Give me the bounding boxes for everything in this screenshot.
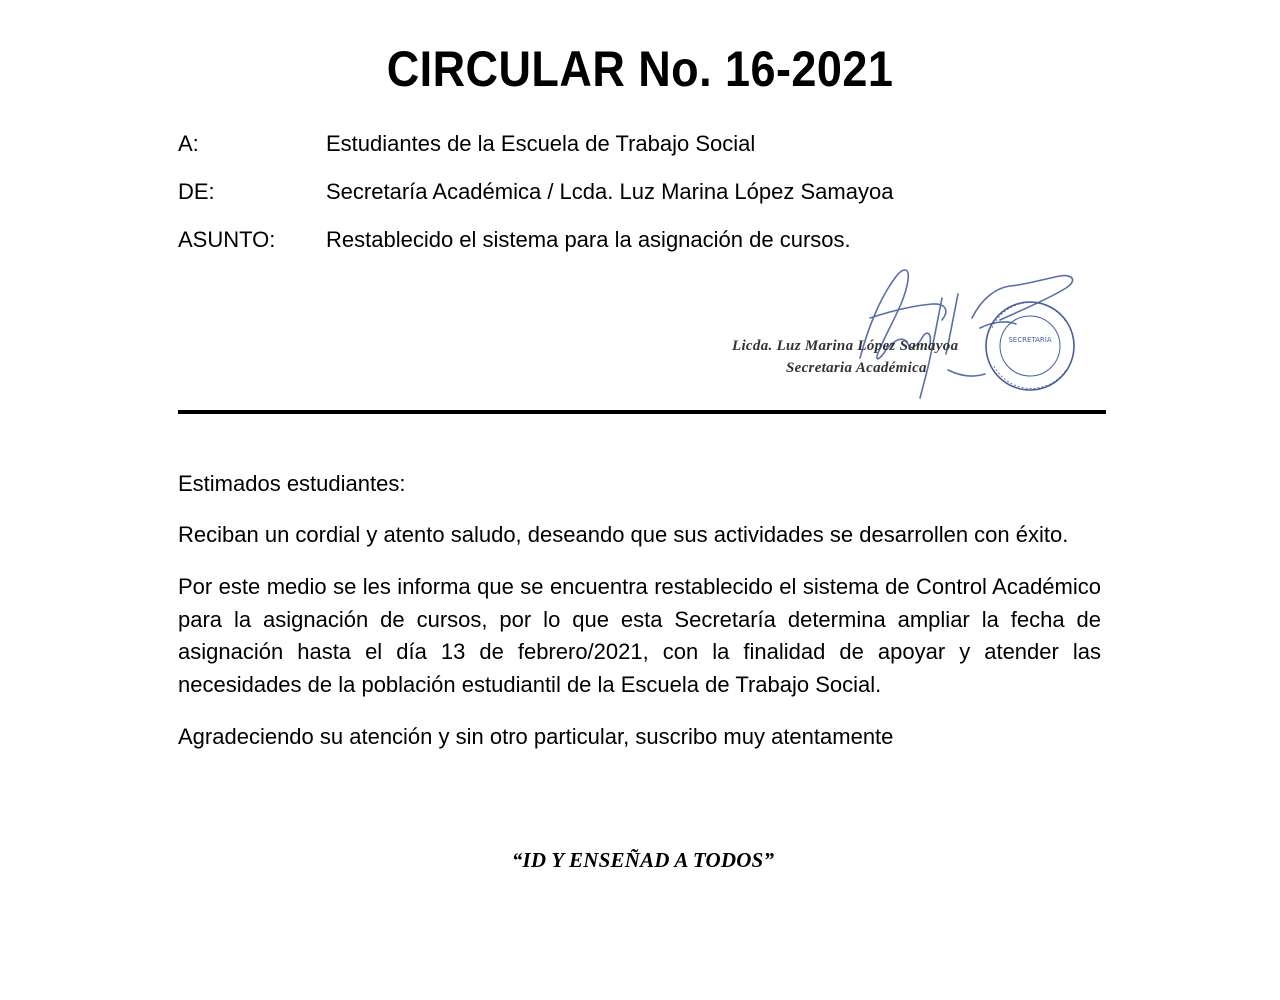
letter-closing: Agradeciendo su atención y sin otro particular, suscribo muy atentamente: [178, 724, 894, 749]
signature-block: [710, 258, 1090, 408]
letter-greeting: Estimados estudiantes:: [178, 471, 406, 496]
letter-paragraph-2: Por este medio se les informa que se encuentra restablecido el sistema de Control Académico para la asignación de cursos, por lo que esta Secretaría determina ampliar la fecha de asignación hasta el día 13 de febrero/2021, con la finalidad de apoyar y atender las necesidades de la población estudiantil de la Escuela de Trabajo Social.: [178, 574, 1101, 697]
memo-from-row: [178, 176, 1108, 224]
seal-label: SECRETARÍA: [1008, 336, 1052, 344]
header-divider: [178, 410, 1106, 414]
memo-subject-label: ASUNTO:: [178, 227, 276, 252]
signatory-name: Licda. Luz Marina López Samayoa: [732, 338, 959, 354]
institution-motto: “ID Y ENSEÑAD A TODOS”: [511, 848, 775, 872]
memo-to-row: [178, 128, 1108, 176]
handwritten-signature: [710, 258, 1090, 408]
memo-from-label: DE:: [178, 179, 215, 204]
memo-to-label: A:: [178, 131, 199, 156]
official-seal-icon: [986, 302, 1074, 390]
memo-subject-value: Restablecido el sistema para la asignación de cursos.: [326, 227, 851, 252]
memo-header: [178, 128, 1108, 272]
memo-from-value: Secretaría Académica / Lcda. Luz Marina López Samayoa: [326, 179, 894, 204]
signatory-role: Secretaria Académica: [786, 360, 927, 376]
letter-body: [178, 468, 1101, 774]
memo-to-value: Estudiantes de la Escuela de Trabajo Social: [326, 131, 756, 156]
document-title: CIRCULAR No. 16-2021: [386, 41, 894, 97]
letter-paragraph-1: Reciban un cordial y atento saludo, deseando que sus actividades se desarrollen con éxito.: [178, 521, 1069, 547]
